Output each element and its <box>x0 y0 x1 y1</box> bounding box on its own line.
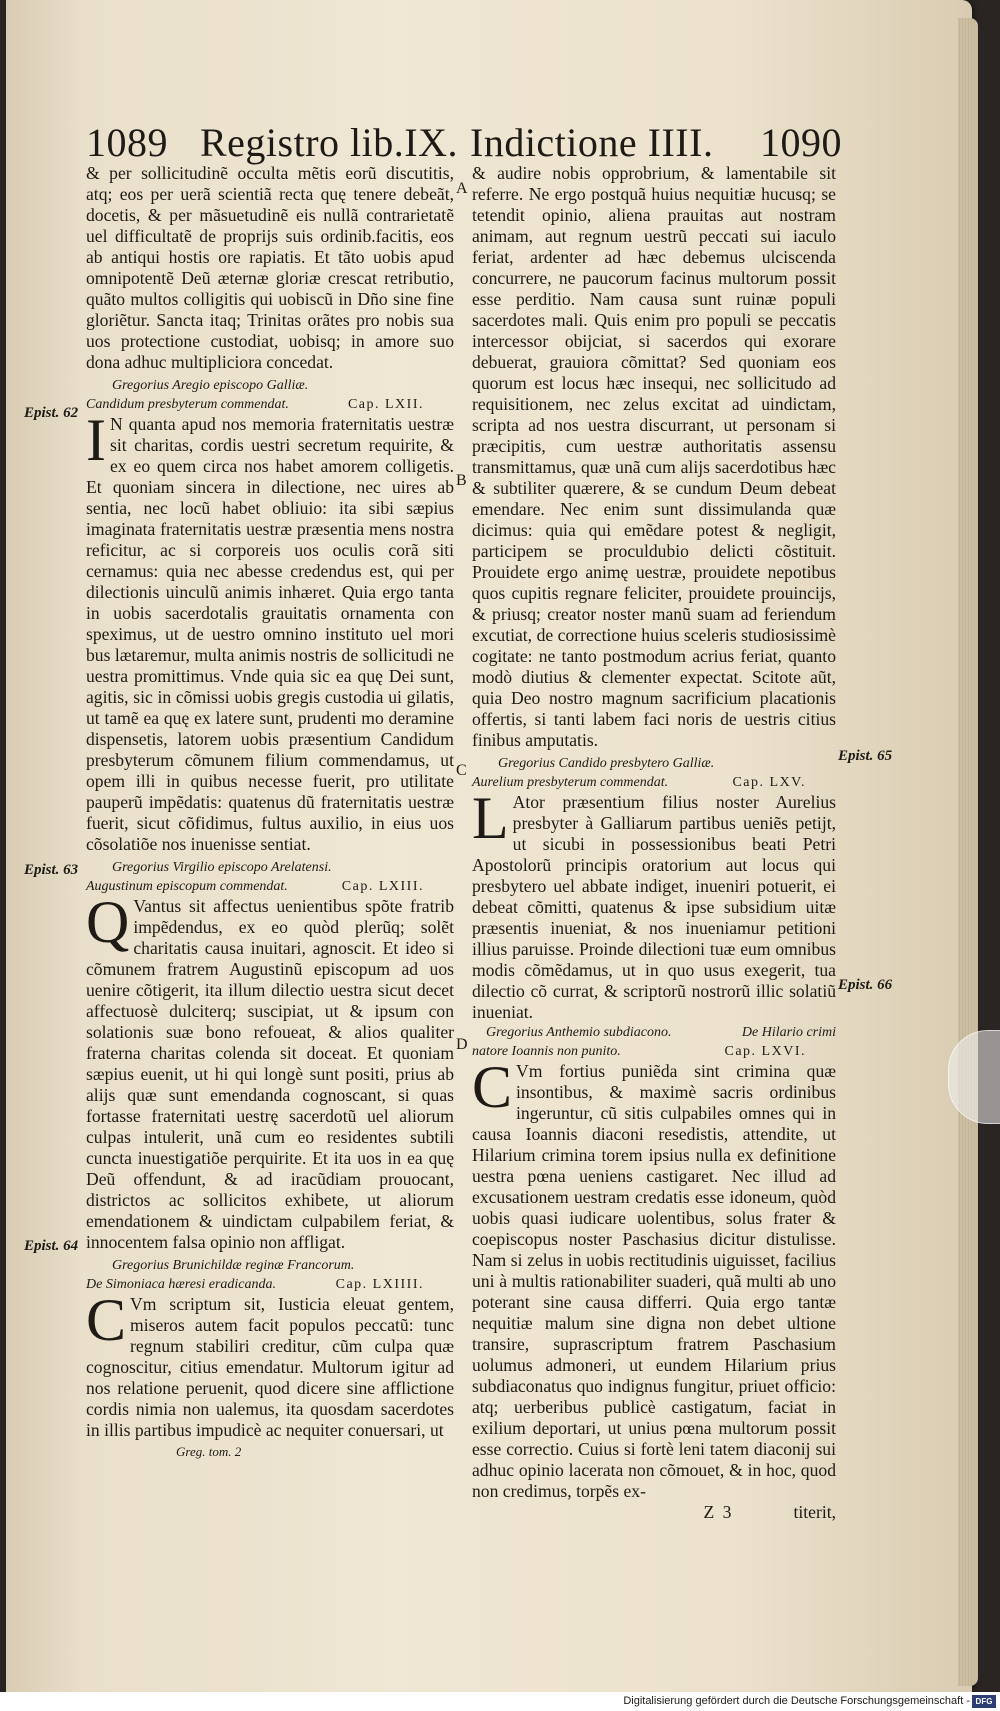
ep63-subtitle: Augustinum episcopum commendat. <box>86 879 288 894</box>
ep62-body: I N quanta apud nos memoria fraternitatis uestræ sit charitas, cordis uestri secretum requirite, & ex eo quem circa nos habet amorem colligetis. Et quoniam sincera in dilectione, nec uires ab sentia, nec locũ habet obliuio: ita sibi sæpius imaginata fraternitatis uestræ præsentia mens nostra reficitur, ac si corporeis uos oculis corã siti cernamus: quia nec abesse credendus est, qui per dilectionis uinculũ animis inhæret. Quia ergo tanta in uobis sacerdotalis grauitatis ornamenta con speximus, ut de uestro omnino instituto uel mori bus lætaremur, multa animis nostris de sollicitudi ne uestra promittimus. Vnde quia sic ea quę Dei sunt, agitis, sic in cõmissi uobis gregis custodia ui gilatis, ut tamẽ ea quę ex latere sunt, prudenti mo deramine dispensetis, latorem uobis præsentium Candidum presbyterum cõmunem filium commendamus, ut opem illi in quibus necesse fuerit, pro utilitate pauperũ impẽdatis: quatenus dũ fraternitatis uestræ fuerit, sicut cõfidimus, fultus auxilio, in eius uos cõsolatiõe nos inuenisse sentiat. <box>86 407 454 854</box>
footer-text: Digitalisierung gefördert durch die Deutsche Forschungsgemeinschaft - <box>623 1695 970 1707</box>
dfg-logo: DFG <box>972 1695 996 1708</box>
ep65-subtitle: Aurelium presbyterum commendat. <box>472 775 669 790</box>
right-page-number: 1090 <box>760 120 842 165</box>
ep62-dropcap: I <box>86 407 106 473</box>
section-letter-d: D <box>456 1036 468 1053</box>
left-column <box>86 163 454 1462</box>
ep63-subtitle-row <box>86 877 454 896</box>
ep63-body: Q Vantus sit affectus uenientibus spõte fratrib impẽdendus, ex eo quòd plerũq; solẽt charitatis causa inuitari, agnoscit. Et ideo si cõmunem fratrem Augustinũ episcopum ad uos uenire cõtigerit, ita illum dilectio uestra sicut decet affectuosè dulciterq; suscipiat, ut & ipsum con solationis suæ bono refoueat, & alios qualiter fraterna charitas colenda sit doceat. Et quoniam sæpius euenit, ut hi qui longè sunt positi, prius ab alijs quæ sunt emendanda cognoscant, si quas fortasse fraternitati uestrę sacerdotũ uel aliorum culpas intulerit, unã cum eo residentes subtili cuncta inuestigatiõe perquirite. Et ita uos in ea quę Deũ offendunt, & ad iracũdiam prouocant, districtos ac sollicitos exhibete, ut aliorum emendationem & uindictam culpabilem feriat, & innocentem falsa opinio non affligat. <box>86 889 454 1252</box>
left-signature: Greg. tom. 2 <box>176 1444 242 1459</box>
ep65-body: L Ator præsentium filius noster Aurelius presbyter à Galliarum partibus ueniẽs petijt, ut sicubi in possessionibus beati Petri Apostolorũ principis oratorium aut locus qui presbytero uel abbate indiget, inueniri potuerit, ei debeat cõmitti, quatenus & ipse subsidium uitæ præsentis inueniat, & nos inueniamur petitioni illius paruisse. Proinde dilectioni tuæ eum omnibus modis cõmẽdamus, ut in quo usus exegerit, tua dilectio cõ currat, & scriptorũ nostrorũ illic solatiũ inueniat. <box>472 785 836 1022</box>
margin-epist-63: Epist. 63 <box>24 862 79 878</box>
ep66-subtitle-row <box>472 1042 836 1061</box>
ep63-chapter: Cap. LXIII. <box>341 879 424 894</box>
margin-epist-64: Epist. 64 <box>24 1238 79 1254</box>
page-edge-stack <box>958 18 978 1686</box>
ep64-address: Gregorius Brunichildæ reginæ Francorum. <box>112 1258 355 1273</box>
ep65-subtitle-row <box>472 773 836 792</box>
margin-epist-62: Epist. 62 <box>24 405 79 421</box>
margin-epist-65: Epist. 65 <box>838 748 893 764</box>
ep62-address: Gregorius Aregio episcopo Galliæ. <box>112 378 309 393</box>
ep62-chapter: Cap. LXII. <box>347 397 424 412</box>
digitization-footer <box>0 1692 1000 1711</box>
ep64-dropcap: C <box>86 1287 127 1353</box>
section-letter-b: B <box>456 472 467 489</box>
ep65-chapter: Cap. LXV. <box>732 775 806 790</box>
section-letter-c: C <box>456 762 467 779</box>
ep63-address: Gregorius Virgilio episcopo Arelatensi. <box>112 860 332 875</box>
margin-epist-66: Epist. 66 <box>838 977 893 993</box>
right-running-title: Indictione IIII. <box>470 120 714 165</box>
ep66-address-cont: De Hilario crimi <box>741 1025 836 1040</box>
ep66-address-row <box>472 1023 836 1042</box>
right-col-continuation: & audire nobis opprobrium, & lamentabile sit referre. Ne ergo postquã huius nequitiæ hucusq; se tetendit opinio, aliena prauitas aut nostram animam, aut regnum uestrũ peccati sui iaculo feriat, ardenter ad hæc debemus ulciscenda concurrere, ne paucorum facinus multorum possit esse perditio. Nam causa sunt ruinæ populi sacerdotes mali. Quis enim pro populi se peccatis intercessor obijciat, si sacerdos qui exorare debuerat, grauiora cõmittat? Sed quoniam eos quorum est locus hæc insequi, nec sollicitudo ad requisitionem, nec zelus excitat ad uindictam, scripta ad nos uestra discurrant, ut personam si præcipitis, cum uestræ authoritatis assensu transmittamus, quæ unã cum alijs sacerdotibus hæc & subtiliter quærere, & se cundum Deum debeat emendare. Nec enim sunt dissimulanda quæ dicimus: quia qui emẽdare potest & negligit, participem se proculdubio delicti cõstituit. Prouidete ergo animę uestræ, prouidete nepotibus quos cupitis regnare feliciter, prouidete prouincijs, & priusq; creator noster manũ suam ad feriendum excutiat, de correctione huius sceleris studiosissimè cogitate: ne tanto postmodum acrius feriat, quanto modò diutius & clementer expectat. Scitote aũt, quia Deo nostro magnum sacrificium placationis offertis, si tanti labem faci noris de uestris citius finibus amputatis. <box>472 163 836 750</box>
left-col-continuation: & per sollicitudinẽ occulta mẽtis eorũ discutitis, atq; eos per uerã scientiã recta quę tenere debeãt, docetis, & per mãsuetudinẽ eis nullã contrarietatẽ uel difficultatẽ de proprijs suis ordinib.facitis, eos ab antiqui hostis ore rapiatis. Et tãto uobis apud omnipotentẽ Deũ æternæ gloriæ crescat retributio, quãto multos colligitis qui uobiscũ in Dño sine fine gloriẽtur. Sancta itaq; Trinitas orãtes pro nobis sua uos protectione custodiat, uobisq; in amore suo dona adhuc multipliciora concedat. <box>86 163 454 372</box>
left-running-title: Registro lib.IX. <box>200 120 458 165</box>
ep64-body: C Vm scriptum sit, Iusticia eleuat gentem, miseros autem facit populos peccatũ: tunc regnum stabiliri creditur, cũm culpa quæ cognoscitur, citius emendatur. Multorum igitur ad nos relatione peruenit, quod dicere sine afflictione cordis nimia non ualemus, ita quosdam sacerdotes in illis partibus impudicè ac nequiter conuersari, ut <box>86 1287 454 1440</box>
ep64-subtitle: De Simoniaca hæresi eradicanda. <box>86 1277 277 1292</box>
right-footer-row <box>472 1502 836 1523</box>
signature-mark: Z 3 <box>703 1502 734 1522</box>
ep62-subtitle: Candidum presbyterum commendat. <box>86 397 289 412</box>
ep65-address: Gregorius Candido presbytero Galliæ. <box>498 756 715 771</box>
ep63-dropcap: Q <box>86 889 130 955</box>
ep66-subtitle: natore Ioannis non punito. <box>472 1044 621 1059</box>
ep65-dropcap: L <box>472 785 509 851</box>
right-column <box>472 163 836 1523</box>
left-page-number: 1089 <box>86 120 168 165</box>
ep64-subtitle-row <box>86 1275 454 1294</box>
ep66-chapter: Cap. LXVI. <box>724 1044 806 1059</box>
ep66-address: Gregorius Anthemio subdiacono. <box>486 1025 672 1040</box>
catchword: titerit, <box>793 1502 836 1522</box>
section-letter-a: A <box>456 180 468 197</box>
ep66-body: C Vm fortius puniẽda sint crimina quæ insontibus, & maximè sacris ordinibus ingeruntur, cũ sitis culpabiles omnes qui in causa Ioannis diaconi resedistis, attendite, ut Hilarium crimina torem ipsius nulla ex definitione uestra pœna ueniens castigaret. Nec illud ad excusationem uestram credatis esse idoneum, quòd uobis quasi iudicare uolentibus, solus frater & coepiscopus noster Paschasius dicitur distulisse. Nam si zelus in uobis rectitudinis uiguisset, facilius uni à multis rationabiliter suaderi, quã multi ab uno poterant sine causa differri. Quia ergo tantæ nequitiæ malum sine digna non debet ultione transire, suprascriptum fratrem Paschasium uolumus admoneri, ut eundem Hilarium prius subdiaconatus quo indignus fungitur, priuet officio: atq; uerberibus publicè castigatum, faciat in exilium deportari, ut unius pœna multorum possit esse correctio. Cuius si fortè leni tatem diaconij sui adhuc opinio lacerata non cõmouet, & in hoc, quod non credimus, torpẽs ex- <box>472 1054 836 1501</box>
ep62-subtitle-row <box>86 395 454 414</box>
ep66-dropcap: C <box>472 1054 513 1120</box>
ep64-chapter: Cap. LXIIII. <box>335 1277 424 1292</box>
